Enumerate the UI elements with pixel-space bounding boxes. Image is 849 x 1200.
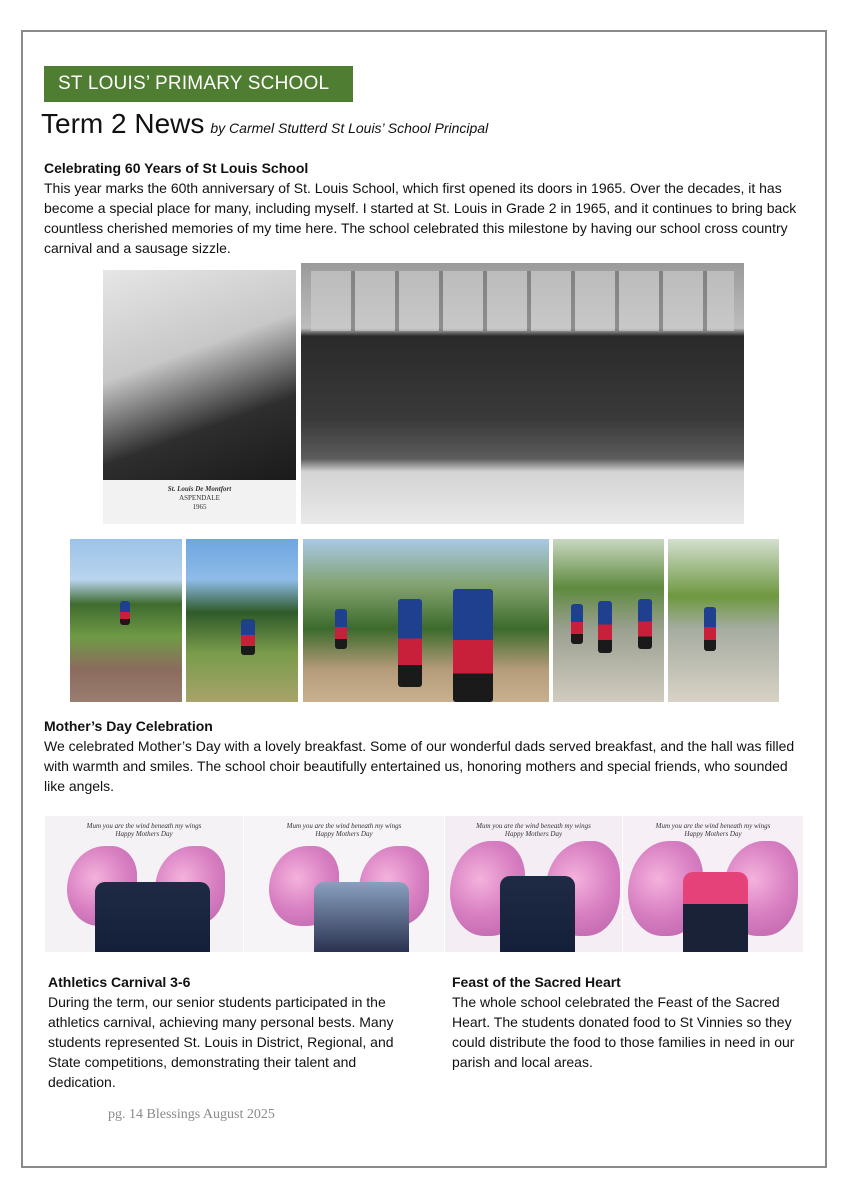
- portrait-image: [103, 270, 296, 480]
- family-group: [500, 876, 575, 952]
- building-windows: [311, 271, 734, 331]
- wings-board-text: [244, 822, 444, 838]
- cross-country-photo-1: [70, 539, 182, 702]
- board-line-2: Happy Mothers Day: [315, 830, 373, 838]
- board-line-2: Happy Mothers Day: [684, 830, 742, 838]
- wings-board-text: [445, 822, 622, 838]
- mothers-day-photo-3: [445, 816, 622, 952]
- athletics-heading: Athletics Carnival 3-6: [48, 974, 191, 990]
- runner-figure: [453, 589, 493, 702]
- portrait-caption-line-2: ASPENDALE: [179, 494, 220, 502]
- class-photo-1965: [301, 263, 744, 524]
- runner-figure: [571, 604, 583, 644]
- sacred-heart-heading: Feast of the Sacred Heart: [452, 974, 621, 990]
- mothers-day-body: We celebrated Mother’s Day with a lovely breakfast. Some of our wonderful dads served breakfast, and the hall was filled with warmth and smiles. The school choir beautifully entertained us, honoring mothers and special friends, who sounded like angels.: [44, 738, 795, 794]
- wings-board-text: [623, 822, 803, 838]
- family-group: [95, 882, 210, 952]
- runner-figure: [638, 599, 652, 649]
- board-line-1: Mum you are the wind beneath my wings: [655, 822, 771, 830]
- portrait-caption-line-3: 1965: [192, 503, 207, 511]
- mothers-day-photo-1: [45, 816, 243, 952]
- title-text: Term 2 News: [41, 108, 205, 139]
- cross-country-photo-4: [553, 539, 664, 702]
- page-footer: pg. 14 Blessings August 2025: [108, 1107, 275, 1122]
- anniversary-body: This year marks the 60th anniversary of St. Louis School, which first opened its doors in 1965. Over the decades, it has become a special place for many, including myself. I started at St. Louis in Grade 2 in 1965, and it continues to bring back countless cherished memories of my time here. The school celebrated this milestone by having our school cross country carnival and a sausage sizzle.: [44, 180, 797, 256]
- wings-board-text: [45, 822, 243, 838]
- board-line-1: Mum you are the wind beneath my wings: [86, 822, 202, 830]
- cross-country-photo-5: [668, 539, 779, 702]
- runner-figure: [598, 601, 612, 653]
- athletics-body: During the term, our senior students participated in the athletics carnival, achieving many personal bests. Many students represented St. Louis in District, Regional, and State competitions, demonstrating their talent and dedication.: [48, 994, 394, 1090]
- sacred-heart-body: The whole school celebrated the Feast of the Sacred Heart. The students donated food to St Vinnies so they could distribute the food to those families in need in our parish and local areas.: [452, 994, 795, 1070]
- mothers-day-heading: Mother’s Day Celebration: [44, 718, 213, 734]
- portrait-caption: [103, 485, 296, 512]
- runner-figure: [241, 619, 255, 655]
- board-line-2: Happy Mothers Day: [504, 830, 563, 838]
- byline: by Carmel Stutterd St Louis’ School Principal: [210, 120, 489, 136]
- anniversary-heading: Celebrating 60 Years of St Louis School: [44, 160, 309, 176]
- runner-figure: [120, 601, 130, 625]
- cross-country-photo-3: [303, 539, 549, 702]
- runner-figure: [335, 609, 347, 649]
- vintage-portrait-photo: [103, 270, 296, 524]
- runner-figure: [398, 599, 422, 687]
- school-name-banner: ST LOUIS’ PRIMARY SCHOOL: [44, 66, 353, 102]
- page-title: [41, 108, 488, 140]
- runner-figure: [704, 607, 716, 651]
- board-line-1: Mum you are the wind beneath my wings: [476, 822, 591, 830]
- cross-country-photo-2: [186, 539, 298, 702]
- board-line-1: Mum you are the wind beneath my wings: [286, 822, 402, 830]
- portrait-caption-line-1: St. Louis De Montfort: [167, 485, 232, 493]
- mothers-day-photo-4: [623, 816, 803, 952]
- board-line-2: Happy Mothers Day: [115, 830, 173, 838]
- family-group: [314, 882, 409, 952]
- mothers-day-photo-2: [244, 816, 444, 952]
- family-group: [683, 872, 748, 952]
